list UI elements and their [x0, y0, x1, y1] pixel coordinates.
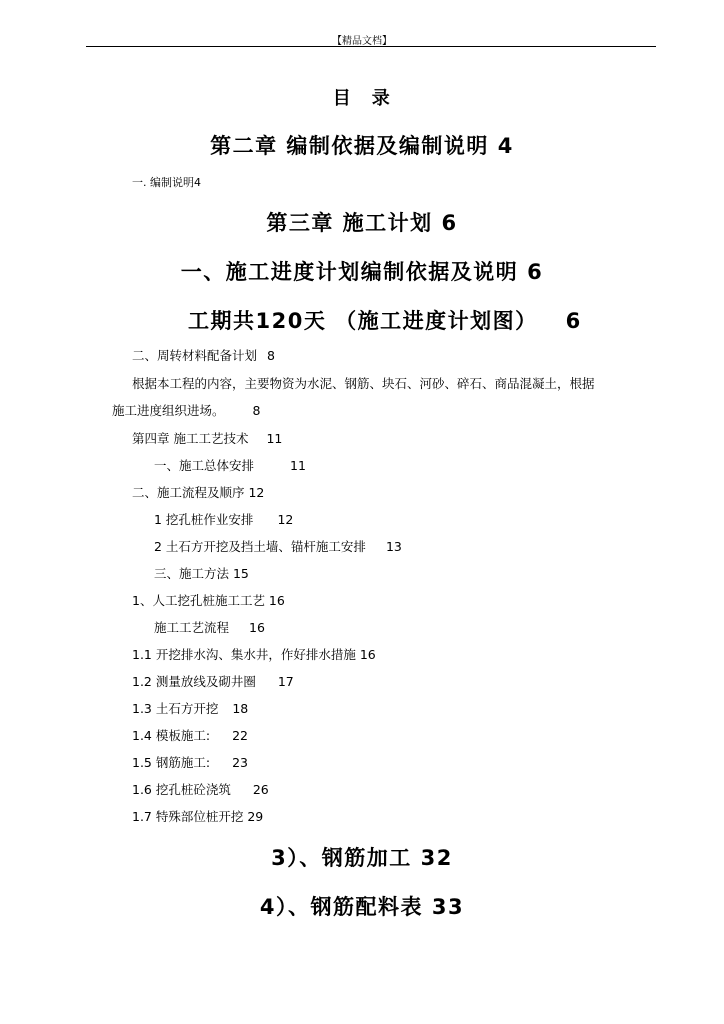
- toc-entry-text: 1.5 钢筋施工:: [132, 755, 211, 770]
- toc-entry: 1、人工挖孔桩施工工艺 16: [132, 593, 285, 608]
- toc-entry-text: 二、周转材料配备计划: [132, 348, 258, 363]
- toc-entry-text: 1.2 测量放线及砌井圈: [132, 674, 256, 689]
- toc-entry-text: 施工进度组织进场。: [112, 403, 225, 418]
- toc-entry: [154, 618, 265, 636]
- toc-page-number: 11: [266, 431, 283, 446]
- toc-entry: [132, 780, 269, 798]
- toc-page-number: 23: [232, 755, 248, 770]
- toc-page-number: 8: [252, 403, 261, 418]
- toc-entry: 4）、钢筋配料表 33: [259, 895, 465, 919]
- page-header: 【精品文档】: [332, 36, 392, 47]
- toc-entry-text: 第四章 施工工艺技术: [132, 431, 249, 446]
- toc-entry: [112, 401, 260, 419]
- header-rule: [86, 46, 656, 47]
- toc-entry-text: 1.6 挖孔桩砼浇筑: [132, 782, 231, 797]
- toc-entry: [132, 753, 248, 771]
- toc-entry: 三、施工方法 15: [154, 566, 249, 581]
- toc-page-number: 18: [232, 701, 249, 716]
- toc-entry: 第三章 施工计划 6: [266, 211, 458, 235]
- toc-entry: [154, 456, 306, 474]
- toc-entry: [132, 699, 248, 717]
- toc-entry: 3）、钢筋加工 32: [271, 846, 453, 870]
- toc-entry: [132, 429, 282, 447]
- toc-page-number: 12: [277, 512, 294, 527]
- toc-entry: [132, 672, 294, 690]
- toc-entry: 一、施工进度计划编制依据及说明 6: [180, 260, 544, 284]
- toc-entry: 1.1 开挖排水沟、集水井，作好排水措施 16: [132, 647, 376, 662]
- toc-entry-text: 1.4 模板施工:: [132, 728, 211, 743]
- toc-entry-text: 1.3 土石方开挖: [132, 701, 219, 716]
- toc-page-number: 6: [565, 309, 582, 333]
- toc-page-number: 17: [277, 674, 294, 689]
- toc-page-number: 26: [252, 782, 269, 797]
- toc-entry: 二、施工流程及顺序 12: [132, 485, 265, 500]
- toc-page-number: 22: [232, 728, 248, 743]
- toc-entry: [188, 305, 582, 335]
- toc-entry-text: 2 土石方开挖及挡土墙、锚杆施工安排: [154, 539, 366, 554]
- toc-entry: 根据本工程的内容，主要物资为水泥、钢筋、块石、河砂、碎石、商品混凝土，根据: [132, 376, 595, 391]
- toc-entry: 1.7 特殊部位桩开挖 29: [132, 809, 264, 824]
- toc-entry: 第二章 编制依据及编制说明 4: [210, 134, 514, 158]
- toc-entry-text: 1 挖孔桩作业安排: [154, 512, 254, 527]
- toc-entry-text: 工期共120天 （施工进度计划图）: [188, 309, 538, 333]
- toc-page-number: 8: [267, 348, 275, 363]
- toc-entry: [154, 537, 402, 555]
- toc-entry: [154, 510, 293, 528]
- toc-entry: 一. 编制说明4: [132, 176, 201, 189]
- toc-entry: [132, 346, 275, 364]
- toc-page-number: 11: [290, 458, 306, 473]
- toc-entry-text: 一、施工总体安排: [154, 458, 255, 473]
- toc-page-number: 16: [249, 620, 265, 635]
- toc-title: 目 录: [332, 88, 392, 109]
- toc-page-number: 13: [385, 539, 402, 554]
- toc-entry: [132, 726, 248, 744]
- toc-entry-text: 施工工艺流程: [154, 620, 230, 635]
